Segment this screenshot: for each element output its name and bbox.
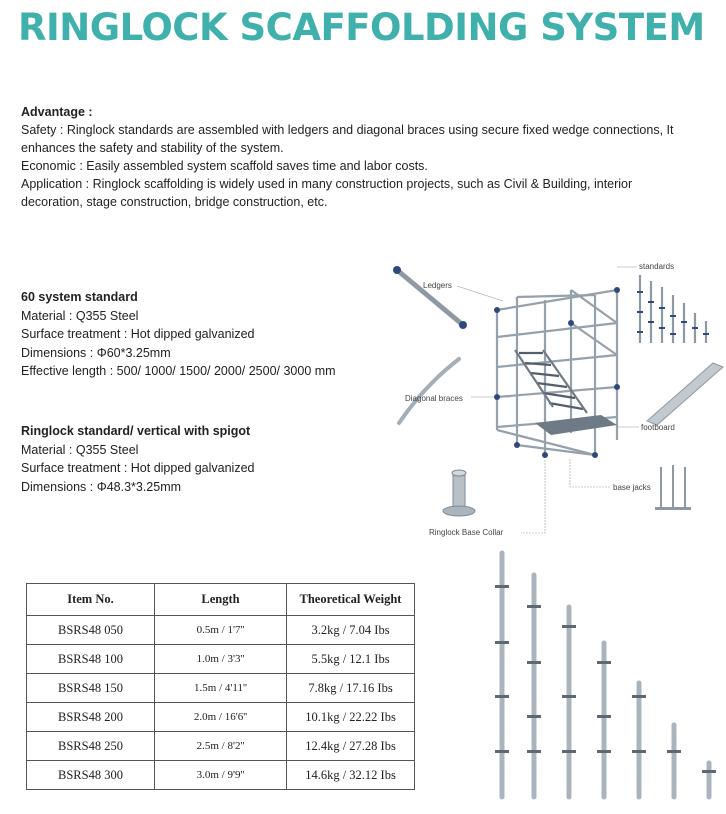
cell-weight: 3.2kg / 7.04 Ibs (287, 616, 415, 645)
label-diagonal-braces: Diagonal braces (405, 394, 463, 403)
cell-length: 1.0m / 3'3'' (155, 645, 287, 674)
ledger-illustration (393, 266, 467, 329)
spec-dimensions: Dimensions : Φ60*3.25mm (21, 345, 171, 360)
scaffold-diagram (385, 255, 726, 545)
diagonal-brace-illustration (399, 359, 459, 423)
footboard-illustration (647, 363, 723, 425)
table-header-row (27, 584, 415, 616)
advantage-line: Economic : Easily assembled system scaffold saves time and labor costs. (21, 159, 428, 173)
spec-material: Material : Q355 Steel (21, 308, 139, 323)
table-row (27, 732, 415, 761)
cell-weight: 5.5kg / 12.1 Ibs (287, 645, 415, 674)
spec-60-system (21, 288, 381, 381)
cell-item: BSRS48 300 (27, 761, 155, 790)
cell-item: BSRS48 150 (27, 674, 155, 703)
cell-item: BSRS48 250 (27, 732, 155, 761)
base-collar-illustration (443, 470, 475, 516)
spec-heading: Ringlock standard/ vertical with spigot (21, 424, 251, 438)
header-item-no: Item No. (27, 584, 155, 616)
advantage-line: enhances the safety and stability of the system. (21, 141, 284, 155)
advantage-line: decoration, stage construction, bridge construction, etc. (21, 195, 328, 209)
cell-item: BSRS48 050 (27, 616, 155, 645)
vertical-standards-illustration (440, 545, 726, 809)
spec-surface: Surface treatment : Hot dipped galvanized (21, 461, 255, 475)
cell-length: 3.0m / 9'9'' (155, 761, 287, 790)
spec-vertical-spigot (21, 422, 381, 496)
table-row (27, 645, 415, 674)
cell-length: 2.0m / 16'6'' (155, 703, 287, 732)
spec-material: Material : Q355 Steel (21, 442, 139, 457)
table-row (27, 761, 415, 790)
spec-dimensions: Dimensions : Φ48.3*3.25mm (21, 479, 182, 494)
weight-table (26, 583, 415, 790)
cell-length: 2.5m / 8'2'' (155, 732, 287, 761)
cell-item: BSRS48 100 (27, 645, 155, 674)
spec-length: Effective length : 500/ 1000/ 1500/ 2000/ 2500/ 3000 mm (21, 364, 336, 378)
cell-weight: 10.1kg / 22.22 Ibs (287, 703, 415, 732)
cell-length: 0.5m / 1'7'' (155, 616, 287, 645)
table-row (27, 616, 415, 645)
table-row (27, 674, 415, 703)
header-weight: Theoretical Weight (287, 584, 415, 616)
label-base-collar: Ringlock Base Collar (429, 528, 504, 537)
advantage-line: Application : Ringlock scaffolding is widely used in many construction projects, such as Civil & Building, interior (21, 177, 633, 191)
label-footboard: footboard (641, 423, 675, 432)
spec-surface: Surface treatment : Hot dipped galvanized (21, 327, 255, 341)
base-jacks-illustration (661, 465, 685, 507)
advantage-section (21, 103, 711, 211)
tower-footboard (535, 415, 617, 435)
cell-weight: 12.4kg / 27.28 Ibs (287, 732, 415, 761)
header-length: Length (155, 584, 287, 616)
label-standards: standards (639, 262, 675, 271)
advantage-line: Safety : Ringlock standards are assembled with ledgers and diagonal braces using secure fixed wedge connections, It (21, 123, 674, 137)
cell-item: BSRS48 200 (27, 703, 155, 732)
cell-weight: 14.6kg / 32.12 Ibs (287, 761, 415, 790)
label-base-jacks: base jacks (613, 483, 651, 492)
spec-heading: 60 system standard (21, 290, 138, 304)
cell-length: 1.5m / 4'11'' (155, 674, 287, 703)
page-title: RINGLOCK SCAFFOLDING SYSTEM (18, 6, 705, 49)
standards-illustration (640, 275, 706, 343)
label-ledgers: Ledgers (423, 281, 452, 290)
cell-weight: 7.8kg / 17.16 Ibs (287, 674, 415, 703)
table-row (27, 703, 415, 732)
advantage-heading: Advantage : (21, 105, 93, 119)
